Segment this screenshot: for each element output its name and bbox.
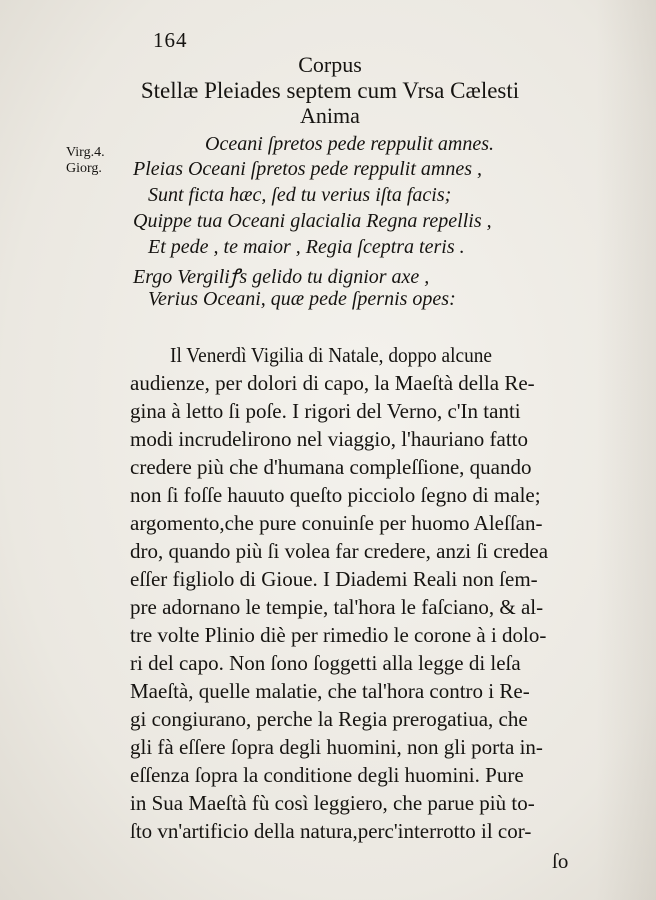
margin-note-line-1: Virg.4. — [66, 145, 105, 160]
verse-line: Et pede , te maior , Regia ſceptra teris . — [148, 236, 465, 258]
prose-line: eſſer figliolo di Gioue. I Diademi Reali non ſem- — [130, 567, 538, 591]
prose-line: pre adornano le tempie, tal'hora le faſciano, & al- — [130, 595, 544, 619]
catchword: ſo — [552, 849, 569, 873]
margin-note-line-2: Giorg. — [66, 161, 102, 176]
prose-line: audienze, per dolori di capo, la Maeſtà della Re- — [130, 371, 535, 395]
heading-line-1: Corpus — [298, 52, 362, 77]
verse-line: Quippe tua Oceani glacialia Regna repellis , — [133, 210, 492, 232]
prose-line: modi incrudelirono nel viaggio, l'hauriano fatto — [130, 427, 529, 451]
verse-line: Verius Oceani, quæ pede ſpernis opes: — [148, 288, 456, 310]
prose-line: gina à letto ſi poſe. I rigori del Verno, c'In tanti — [130, 399, 521, 423]
prose-line: ri del capo. Non ſono ſoggetti alla legge di leſa — [130, 651, 521, 675]
prose-line: in Sua Maeſtà fù così leggiero, che parue più to- — [130, 791, 535, 815]
verse-line: Oceani ſpretos pede reppulit amnes. — [205, 133, 495, 155]
prose-line: eſſenza ſopra la conditione degli huomini. Pure — [130, 763, 524, 787]
verse-line: Sunt ficta hæc, ſed tu verius iſta facis; — [148, 184, 452, 206]
verse-line: Ergo Vergiliꝭs gelido tu dignior axe , — [133, 266, 430, 288]
prose-line: argomento,che pure conuinſe per huomo Aleſſan- — [130, 511, 543, 535]
prose-line: ſto vn'artificio della natura,perc'interrotto il cor- — [130, 819, 532, 843]
prose-line: gli fà eſſere ſopra degli huomini, non gli porta in- — [130, 735, 543, 759]
prose-line: non ſi foſſe hauuto queſto picciolo ſegno di male; — [130, 483, 541, 507]
prose-line: gi congiurano, perche la Regia prerogatiua, che — [130, 707, 528, 731]
prose-line: Il Venerdì Vigilia di Natale, doppo alcune — [170, 343, 493, 367]
prose-line: dro, quando più ſi volea far credere, anzi ſi credea — [130, 539, 549, 563]
heading-line-3: Anima — [300, 103, 360, 128]
margin-note — [66, 145, 105, 177]
prose-line: credere più che d'humana compleſſione, quando — [130, 455, 532, 479]
verse-line: Pleias Oceani ſpretos pede reppulit amnes , — [133, 158, 483, 180]
prose-line: tre volte Plinio diè per rimedio le corone à i dolo- — [130, 623, 547, 647]
prose-line: Maeſtà, quelle malatie, che tal'hora contro i Re- — [130, 679, 530, 703]
page-number: 164 — [153, 28, 188, 52]
heading-line-2: Stellæ Pleiades septem cum Vrsa Cælesti — [140, 78, 520, 103]
